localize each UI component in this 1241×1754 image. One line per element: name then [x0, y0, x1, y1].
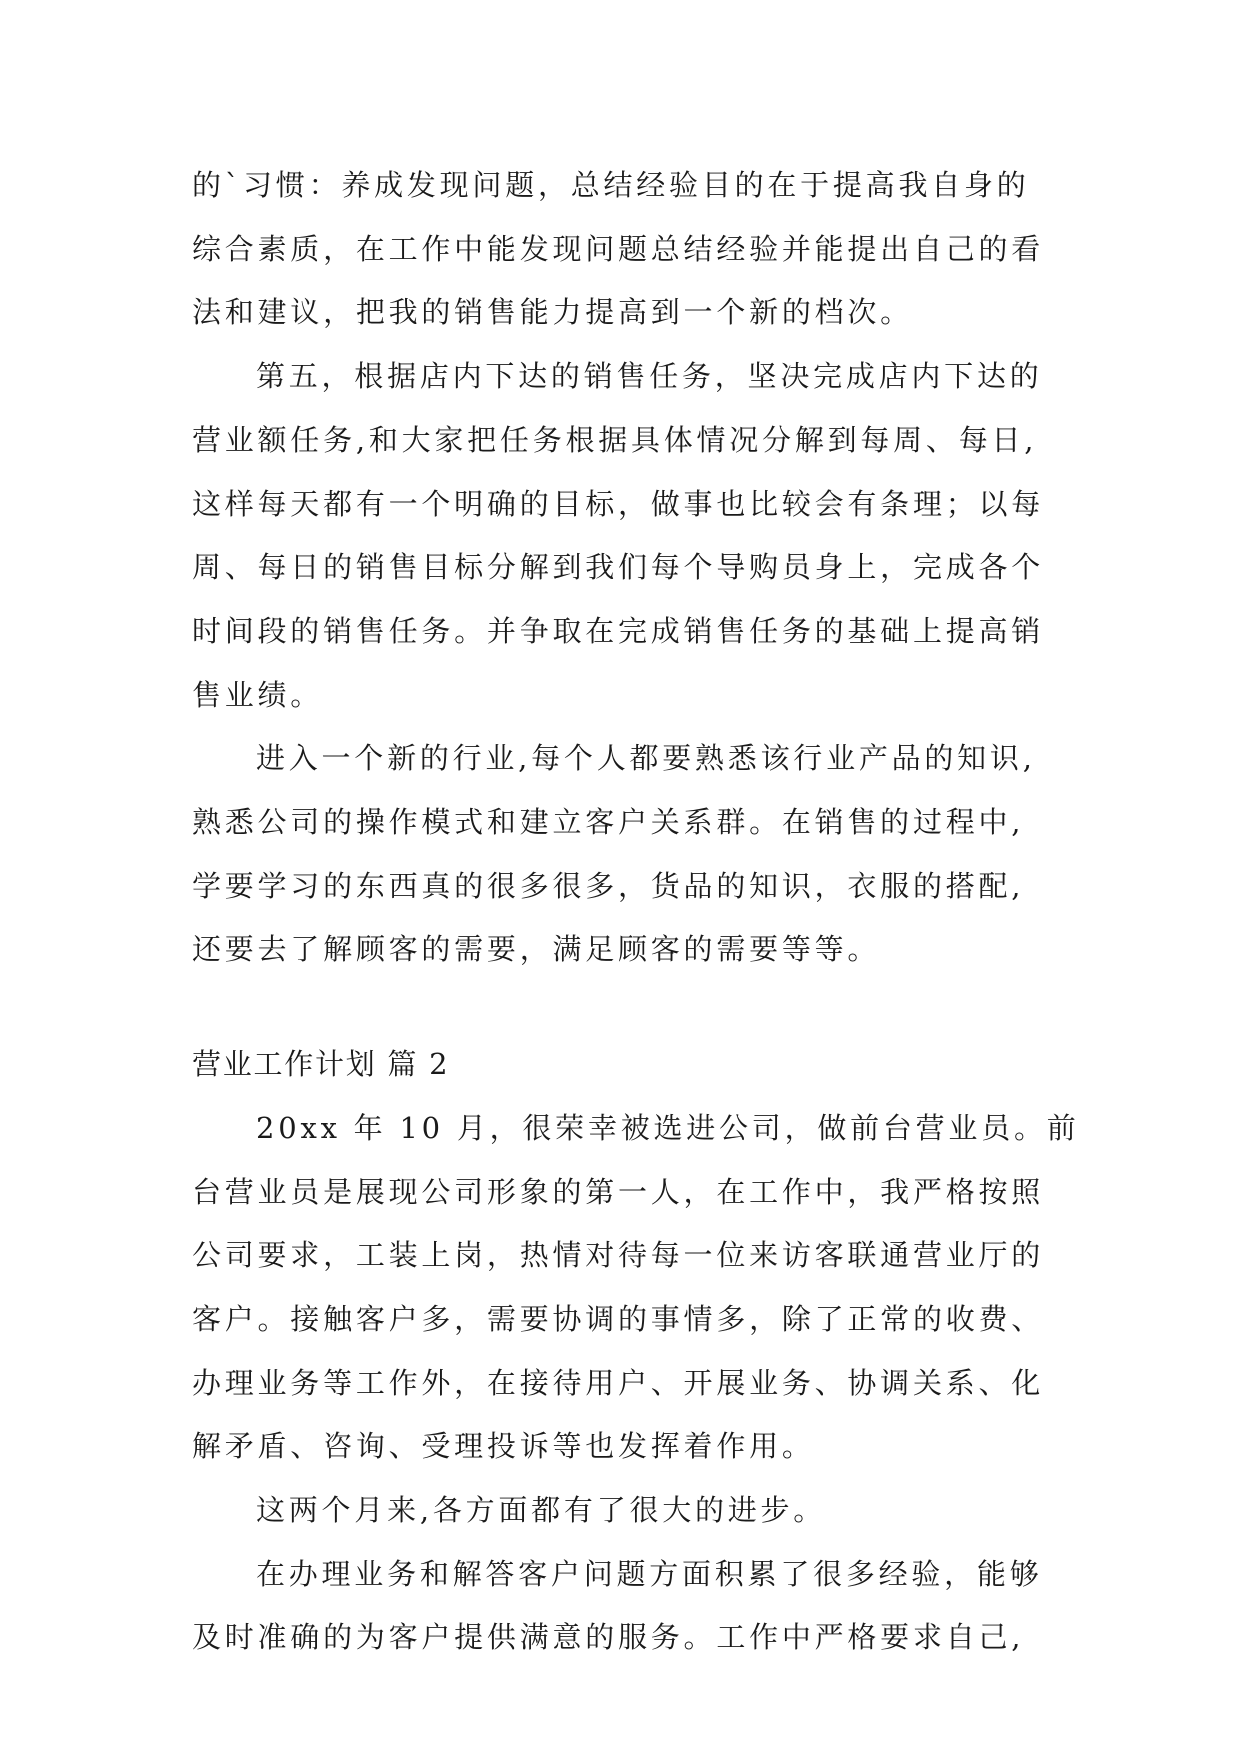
text-line: 学要学习的东西真的很多很多，货品的知识，衣服的搭配,: [192, 869, 1025, 903]
text-line: 第五，根据店内下达的销售任务，坚决完成店内下达的: [256, 359, 1043, 393]
section-heading: 营业工作计划 篇 2: [192, 1047, 450, 1081]
text-line: 这两个月来,各方面都有了很大的进步。: [256, 1493, 827, 1527]
text-line: 在办理业务和解答客户问题方面积累了很多经验，能够: [256, 1557, 1043, 1591]
text-line: 办理业务等工作外，在接待用户、开展业务、协调关系、化: [192, 1366, 1045, 1400]
text-line: 公司要求，工装上岗，热情对待每一位来访客联通营业厅的: [192, 1238, 1045, 1272]
text-line: 20xx 年 10 月，很荣幸被选进公司，做前台营业员。前: [256, 1111, 1080, 1145]
text-line: 周、每日的销售目标分解到我们每个导购员身上，完成各个: [192, 550, 1045, 584]
text-line: 台营业员是展现公司形象的第一人，在工作中，我严格按照: [192, 1175, 1045, 1209]
text-line: 综合素质，在工作中能发现问题总结经验并能提出自己的看: [192, 232, 1045, 266]
text-line: 营业额任务,和大家把任务根据具体情况分解到每周、每日,: [192, 423, 1038, 457]
text-line: 熟悉公司的操作模式和建立客户关系群。在销售的过程中,: [192, 805, 1025, 839]
text-line: 进入一个新的行业,每个人都要熟悉该行业产品的知识,: [256, 741, 1036, 775]
text-line: 还要去了解顾客的需要，满足顾客的需要等等。: [192, 932, 881, 966]
text-line: 售业绩。: [192, 678, 324, 712]
text-line: 客户。接触客户多，需要协调的事情多，除了正常的收费、: [192, 1302, 1045, 1336]
text-line: 的`习惯：养成发现问题，总结经验目的在于提高我自身的: [192, 168, 1030, 202]
text-line: 法和建议，把我的销售能力提高到一个新的档次。: [192, 295, 913, 329]
text-line: 及时准确的为客户提供满意的服务。工作中严格要求自己,: [192, 1620, 1025, 1654]
text-line: 时间段的销售任务。并争取在完成销售任务的基础上提高销: [192, 614, 1045, 648]
text-line: 解矛盾、咨询、受理投诉等也发挥着作用。: [192, 1429, 815, 1463]
text-line: 这样每天都有一个明确的目标，做事也比较会有条理；以每: [192, 487, 1045, 521]
